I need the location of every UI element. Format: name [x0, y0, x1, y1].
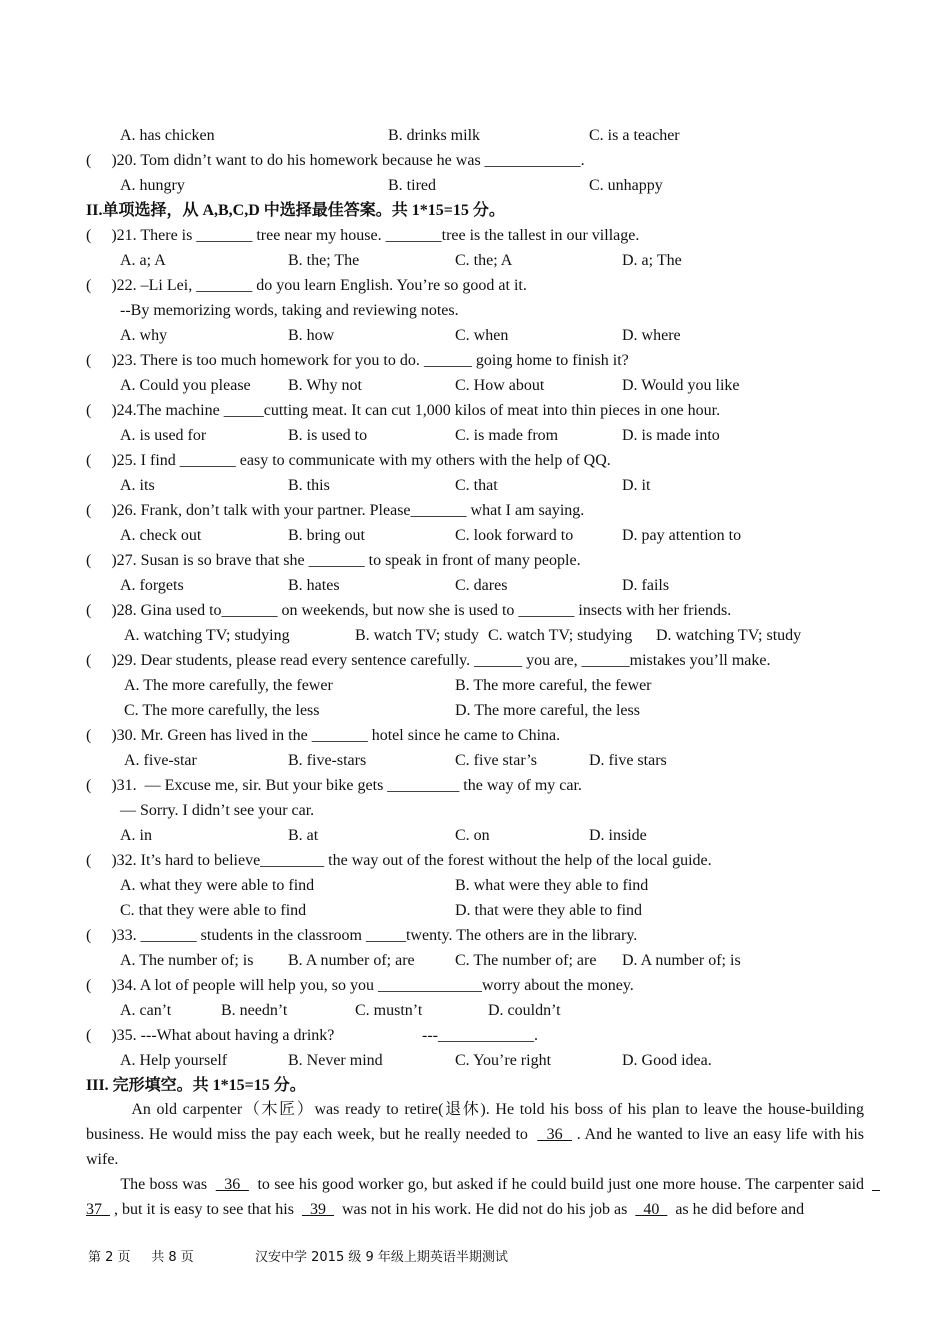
- answer-option: B. what were they able to find: [455, 877, 649, 894]
- answer-option: B. needn’t: [221, 1002, 288, 1019]
- question-text: ( )34. A lot of people will help you, so you _____________worry about the money.: [86, 977, 634, 994]
- answer-option: B. Why not: [288, 377, 362, 394]
- passage-paragraph: An old carpenter（木匠）was ready to retire(退休). He told his boss of his plan to leave the house-building business. He would miss the pay each week, but he really needed to 36 . And he wanted to live an easy life with his wife.: [86, 1101, 869, 1168]
- answer-option: A. check out: [120, 527, 202, 544]
- section-heading-text: III. 完形填空。共 1*15=15 分。: [86, 1077, 306, 1094]
- answer-option: D. A number of; is: [622, 952, 741, 969]
- answer-option: C. is made from: [455, 427, 559, 444]
- answer-option: D. that were they able to find: [455, 902, 643, 919]
- answer-option: D. where: [622, 327, 681, 344]
- question-text: ( )25. I find _______ easy to communicate with my others with the help of QQ.: [86, 452, 611, 469]
- answer-option: ---____________.: [422, 1027, 538, 1044]
- answer-option: D. fails: [622, 577, 670, 594]
- answer-option: D. is made into: [622, 427, 720, 444]
- answer-option: B. drinks milk: [388, 127, 481, 144]
- answer-option: B. this: [288, 477, 330, 494]
- answer-option: C. when: [455, 327, 509, 344]
- answer-option: D. a; The: [622, 252, 682, 269]
- answer-option: C. look forward to: [455, 527, 574, 544]
- question-text: ( )27. Susan is so brave that she _______ to speak in front of many people.: [86, 552, 581, 569]
- answer-option: A. Help yourself: [120, 1052, 228, 1069]
- answer-option: B. The more careful, the fewer: [455, 677, 652, 694]
- answer-option: D. The more careful, the less: [455, 702, 640, 719]
- answer-option: A. its: [120, 477, 155, 494]
- answer-option: C. is a teacher: [589, 127, 680, 144]
- answer-option: C. that they were able to find: [120, 902, 307, 919]
- answer-option: C. mustn’t: [355, 1002, 423, 1019]
- answer-option: C. the; A: [455, 252, 513, 269]
- section-heading-text: II.单项选择，从 A,B,C,D 中选择最佳答案。共 1*15=15 分。: [86, 202, 505, 219]
- answer-option: B. five-stars: [288, 752, 367, 769]
- question-text: ( )35. ---What about having a drink?: [86, 1027, 335, 1044]
- answer-option: C. unhappy: [589, 177, 663, 194]
- answer-option: D. five stars: [589, 752, 667, 769]
- answer-option: A. The more carefully, the fewer: [124, 677, 333, 694]
- exam-title: 汉安中学 2015 级 9 年级上期英语半期测试: [255, 1250, 508, 1265]
- answer-option: B. at: [288, 827, 319, 844]
- question-text: ( )24.The machine _____cutting meat. It can cut 1,000 kilos of meat into thin pieces in one hour.: [86, 402, 721, 419]
- cloze-blank: 37: [86, 1176, 881, 1218]
- answer-option: — Sorry. I didn’t see your car.: [120, 802, 315, 819]
- answer-option: B. A number of; are: [288, 952, 415, 969]
- cloze-blank: 36: [537, 1126, 573, 1143]
- answer-option: D. watching TV; study: [656, 627, 802, 644]
- answer-option: C. dares: [455, 577, 508, 594]
- answer-option: A. forgets: [120, 577, 184, 594]
- answer-option: C. How about: [455, 377, 545, 394]
- answer-option: B. hates: [288, 577, 340, 594]
- question-text: ( )31. — Excuse me, sir. But your bike gets _________ the way of my car.: [86, 777, 582, 794]
- page-number: 第 2 页 共 8 页: [88, 1250, 194, 1265]
- question-text: ( )21. There is _______ tree near my house. _______tree is the tallest in our village.: [86, 227, 640, 244]
- answer-option: D. Would you like: [622, 377, 740, 394]
- answer-option: A. five-star: [124, 752, 197, 769]
- answer-option: B. tired: [388, 177, 436, 194]
- answer-option: B. Never mind: [288, 1052, 383, 1069]
- question-text: ( )30. Mr. Green has lived in the _______ hotel since he came to China.: [86, 727, 561, 744]
- passage-paragraph: The boss was 36 to see his good worker go, but asked if he could build just one more house. The carpenter said 37 , but it is easy to see that his 39 was not in his work. He did not do his job as 40 as he did before and: [86, 1176, 881, 1218]
- cloze-blank: 36: [215, 1176, 249, 1193]
- cloze-blank: 39: [301, 1201, 334, 1218]
- answer-option: C. The more carefully, the less: [124, 702, 320, 719]
- answer-option: C. five star’s: [455, 752, 537, 769]
- answer-option: A. hungry: [120, 177, 185, 194]
- answer-option: C. The number of; are: [455, 952, 597, 969]
- answer-option: B. bring out: [288, 527, 365, 544]
- question-text: ( )26. Frank, don’t talk with your partner. Please_______ what I am saying.: [86, 502, 585, 519]
- answer-option: D. couldn’t: [488, 1002, 561, 1019]
- question-text: ( )28. Gina used to_______ on weekends, but now she is used to _______ insects with her friends.: [86, 602, 732, 619]
- question-text: ( )32. It’s hard to believe________ the way out of the forest without the help of the local guide.: [86, 852, 712, 869]
- answer-option: C. that: [455, 477, 498, 494]
- answer-option: D. Good idea.: [622, 1052, 712, 1069]
- answer-option: A. The number of; is: [120, 952, 254, 969]
- answer-option: A. is used for: [120, 427, 207, 444]
- answer-option: A. a; A: [120, 252, 166, 269]
- answer-option: A. why: [120, 327, 168, 344]
- answer-option: B. watch TV; study: [355, 627, 479, 644]
- question-text: ( )20. Tom didn’t want to do his homework because he was ____________.: [86, 152, 585, 169]
- question-text: ( )33. _______ students in the classroom _____twenty. The others are in the library.: [86, 927, 638, 944]
- answer-option: C. You’re right: [455, 1052, 552, 1069]
- answer-option: --By memorizing words, taking and reviewing notes.: [120, 302, 459, 319]
- question-text: ( )23. There is too much homework for you to do. ______ going home to finish it?: [86, 352, 629, 369]
- question-text: ( )22. –Li Lei, _______ do you learn English. You’re so good at it.: [86, 277, 527, 294]
- question-text: ( )29. Dear students, please read every sentence carefully. ______ you are, ______mistakes you’ll make.: [86, 652, 771, 669]
- answer-option: C. watch TV; studying: [488, 627, 633, 644]
- answer-option: C. on: [455, 827, 490, 844]
- answer-option: A. can’t: [120, 1002, 172, 1019]
- answer-option: B. is used to: [288, 427, 368, 444]
- answer-option: A. Could you please: [120, 377, 251, 394]
- answer-option: A. what they were able to find: [120, 877, 315, 894]
- answer-option: D. it: [622, 477, 651, 494]
- answer-option: A. in: [120, 827, 152, 844]
- answer-option: A. has chicken: [120, 127, 215, 144]
- answer-option: B. how: [288, 327, 335, 344]
- answer-option: D. inside: [589, 827, 647, 844]
- answer-option: B. the; The: [288, 252, 360, 269]
- cloze-blank: 40: [635, 1201, 668, 1218]
- answer-option: D. pay attention to: [622, 527, 742, 544]
- answer-option: A. watching TV; studying: [124, 627, 290, 644]
